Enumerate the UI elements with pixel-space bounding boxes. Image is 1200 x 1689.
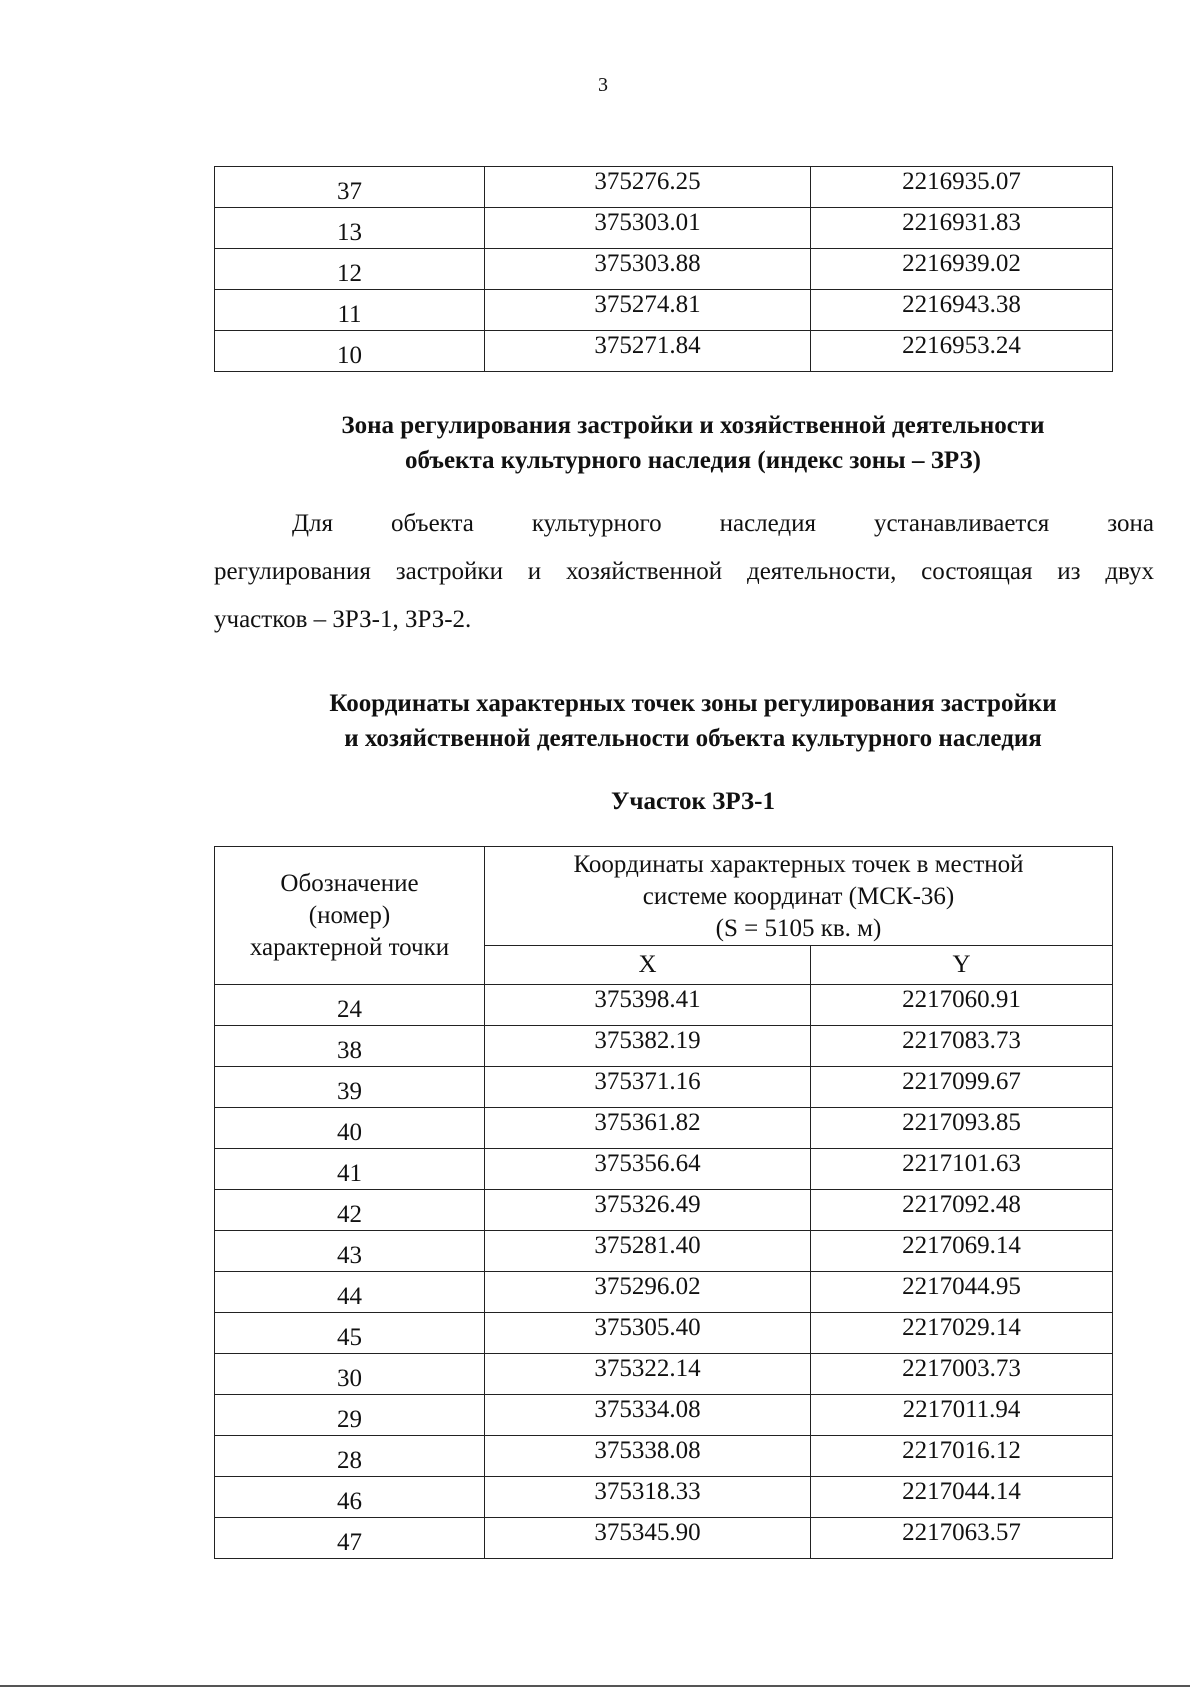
paragraph-line1: Для объекта культурного наследия устанавливается зона (292, 510, 1154, 537)
table-row (215, 1272, 1113, 1313)
point-number-cell: 38 (215, 1026, 485, 1067)
x-coordinate-cell: 375326.49 (485, 1190, 811, 1231)
zrz1-table-header (215, 847, 1113, 985)
coordinates-heading (214, 686, 1112, 756)
point-number-cell: 10 (215, 331, 485, 372)
x-coordinate-cell: 375296.02 (485, 1272, 811, 1313)
point-number-cell: 39 (215, 1067, 485, 1108)
zrz1-table-body (215, 985, 1113, 1559)
table-row (215, 1395, 1113, 1436)
point-number-cell: 13 (215, 208, 485, 249)
point-number-cell: 44 (215, 1272, 485, 1313)
x-coordinate-cell: 375276.25 (485, 167, 811, 208)
x-coordinate-cell: 375382.19 (485, 1026, 811, 1067)
point-number-cell: 12 (215, 249, 485, 290)
x-coordinate-cell: 375305.40 (485, 1313, 811, 1354)
table-row (215, 1026, 1113, 1067)
point-number-cell: 30 (215, 1354, 485, 1395)
section-title: Участок ЗРЗ-1 (611, 788, 775, 815)
coordinates-system-header: Координаты характерных точек в местной системе координат (МСК-36) (S = 5105 кв. м) (485, 847, 1113, 946)
table-row (215, 290, 1113, 331)
paragraph-line2: регулирования застройки и хозяйственной деятельности, состоящая из двух (214, 558, 1154, 585)
point-number-cell: 45 (215, 1313, 485, 1354)
y-coordinate-cell: 2217029.14 (811, 1313, 1113, 1354)
coordinates-heading-line1: Координаты характерных точек зоны регулирования застройки (329, 690, 1057, 717)
point-number-cell: 42 (215, 1190, 485, 1231)
table-row (215, 1518, 1113, 1559)
table-row (215, 249, 1113, 290)
y-coordinate-cell: 2216935.07 (811, 167, 1113, 208)
y-coordinate-cell: 2217069.14 (811, 1231, 1113, 1272)
x-coordinate-cell: 375274.81 (485, 290, 811, 331)
y-coordinate-cell: 2217099.67 (811, 1067, 1113, 1108)
point-number-cell: 41 (215, 1149, 485, 1190)
table-row (215, 208, 1113, 249)
table-row (215, 1313, 1113, 1354)
y-coordinate-cell: 2217044.95 (811, 1272, 1113, 1313)
table-row (215, 1108, 1113, 1149)
x-coordinate-cell: 375356.64 (485, 1149, 811, 1190)
y-coordinate-cell: 2217063.57 (811, 1518, 1113, 1559)
point-number-cell: 24 (215, 985, 485, 1026)
x-coordinate-cell: 375303.01 (485, 208, 811, 249)
x-coordinate-cell: 375281.40 (485, 1231, 811, 1272)
x-coordinate-cell: 375318.33 (485, 1477, 811, 1518)
x-coordinate-cell: 375398.41 (485, 985, 811, 1026)
point-number-cell: 47 (215, 1518, 485, 1559)
x-coordinate-cell: 375371.16 (485, 1067, 811, 1108)
page-number: 3 (598, 74, 608, 96)
table-row (215, 1354, 1113, 1395)
x-coordinate-cell: 375338.08 (485, 1436, 811, 1477)
y-coordinate-cell: 2216953.24 (811, 331, 1113, 372)
table-row (215, 1149, 1113, 1190)
x-coordinate-cell: 375334.08 (485, 1395, 811, 1436)
zone-heading (214, 408, 1112, 478)
y-coordinate-cell: 2217044.14 (811, 1477, 1113, 1518)
y-column-header: Y (811, 946, 1113, 985)
point-number-cell: 11 (215, 290, 485, 331)
top-table-body (215, 167, 1113, 372)
zrz1-coordinates-table (214, 846, 1113, 1559)
y-coordinate-cell: 2217093.85 (811, 1108, 1113, 1149)
y-coordinate-cell: 2217003.73 (811, 1354, 1113, 1395)
table-row (215, 1436, 1113, 1477)
paragraph-line3: участков – ЗРЗ-1, ЗРЗ-2. (214, 606, 472, 633)
x-coordinate-cell: 375345.90 (485, 1518, 811, 1559)
x-coordinate-cell: 375303.88 (485, 249, 811, 290)
coordinates-heading-line2: и хозяйственной деятельности объекта культурного наследия (344, 725, 1042, 752)
y-coordinate-cell: 2217016.12 (811, 1436, 1113, 1477)
table-row (215, 331, 1113, 372)
x-coordinate-cell: 375361.82 (485, 1108, 811, 1149)
x-column-header: X (485, 946, 811, 985)
table-row (215, 167, 1113, 208)
header-row (215, 847, 1113, 946)
zone-heading-line2: объекта культурного наследия (индекс зоны – ЗРЗ) (405, 447, 981, 474)
point-number-cell: 43 (215, 1231, 485, 1272)
body-paragraph (214, 500, 1154, 644)
y-coordinate-cell: 2217011.94 (811, 1395, 1113, 1436)
y-coordinate-cell: 2216939.02 (811, 249, 1113, 290)
table-row (215, 1477, 1113, 1518)
point-number-cell: 40 (215, 1108, 485, 1149)
point-number-cell: 28 (215, 1436, 485, 1477)
point-designation-header: Обозначение (номер) характерной точки (215, 847, 485, 985)
y-coordinate-cell: 2217060.91 (811, 985, 1113, 1026)
y-coordinate-cell: 2216931.83 (811, 208, 1113, 249)
table-row (215, 1067, 1113, 1108)
y-coordinate-cell: 2217101.63 (811, 1149, 1113, 1190)
table-row (215, 1190, 1113, 1231)
point-number-cell: 29 (215, 1395, 485, 1436)
y-coordinate-cell: 2217083.73 (811, 1026, 1113, 1067)
bottom-divider (0, 1685, 1190, 1687)
table-row (215, 1231, 1113, 1272)
x-coordinate-cell: 375322.14 (485, 1354, 811, 1395)
x-coordinate-cell: 375271.84 (485, 331, 811, 372)
table-row (215, 985, 1113, 1026)
point-number-cell: 46 (215, 1477, 485, 1518)
top-coordinates-table (214, 166, 1113, 372)
y-coordinate-cell: 2217092.48 (811, 1190, 1113, 1231)
y-coordinate-cell: 2216943.38 (811, 290, 1113, 331)
point-number-cell: 37 (215, 167, 485, 208)
zone-heading-line1: Зона регулирования застройки и хозяйственной деятельности (341, 412, 1045, 439)
